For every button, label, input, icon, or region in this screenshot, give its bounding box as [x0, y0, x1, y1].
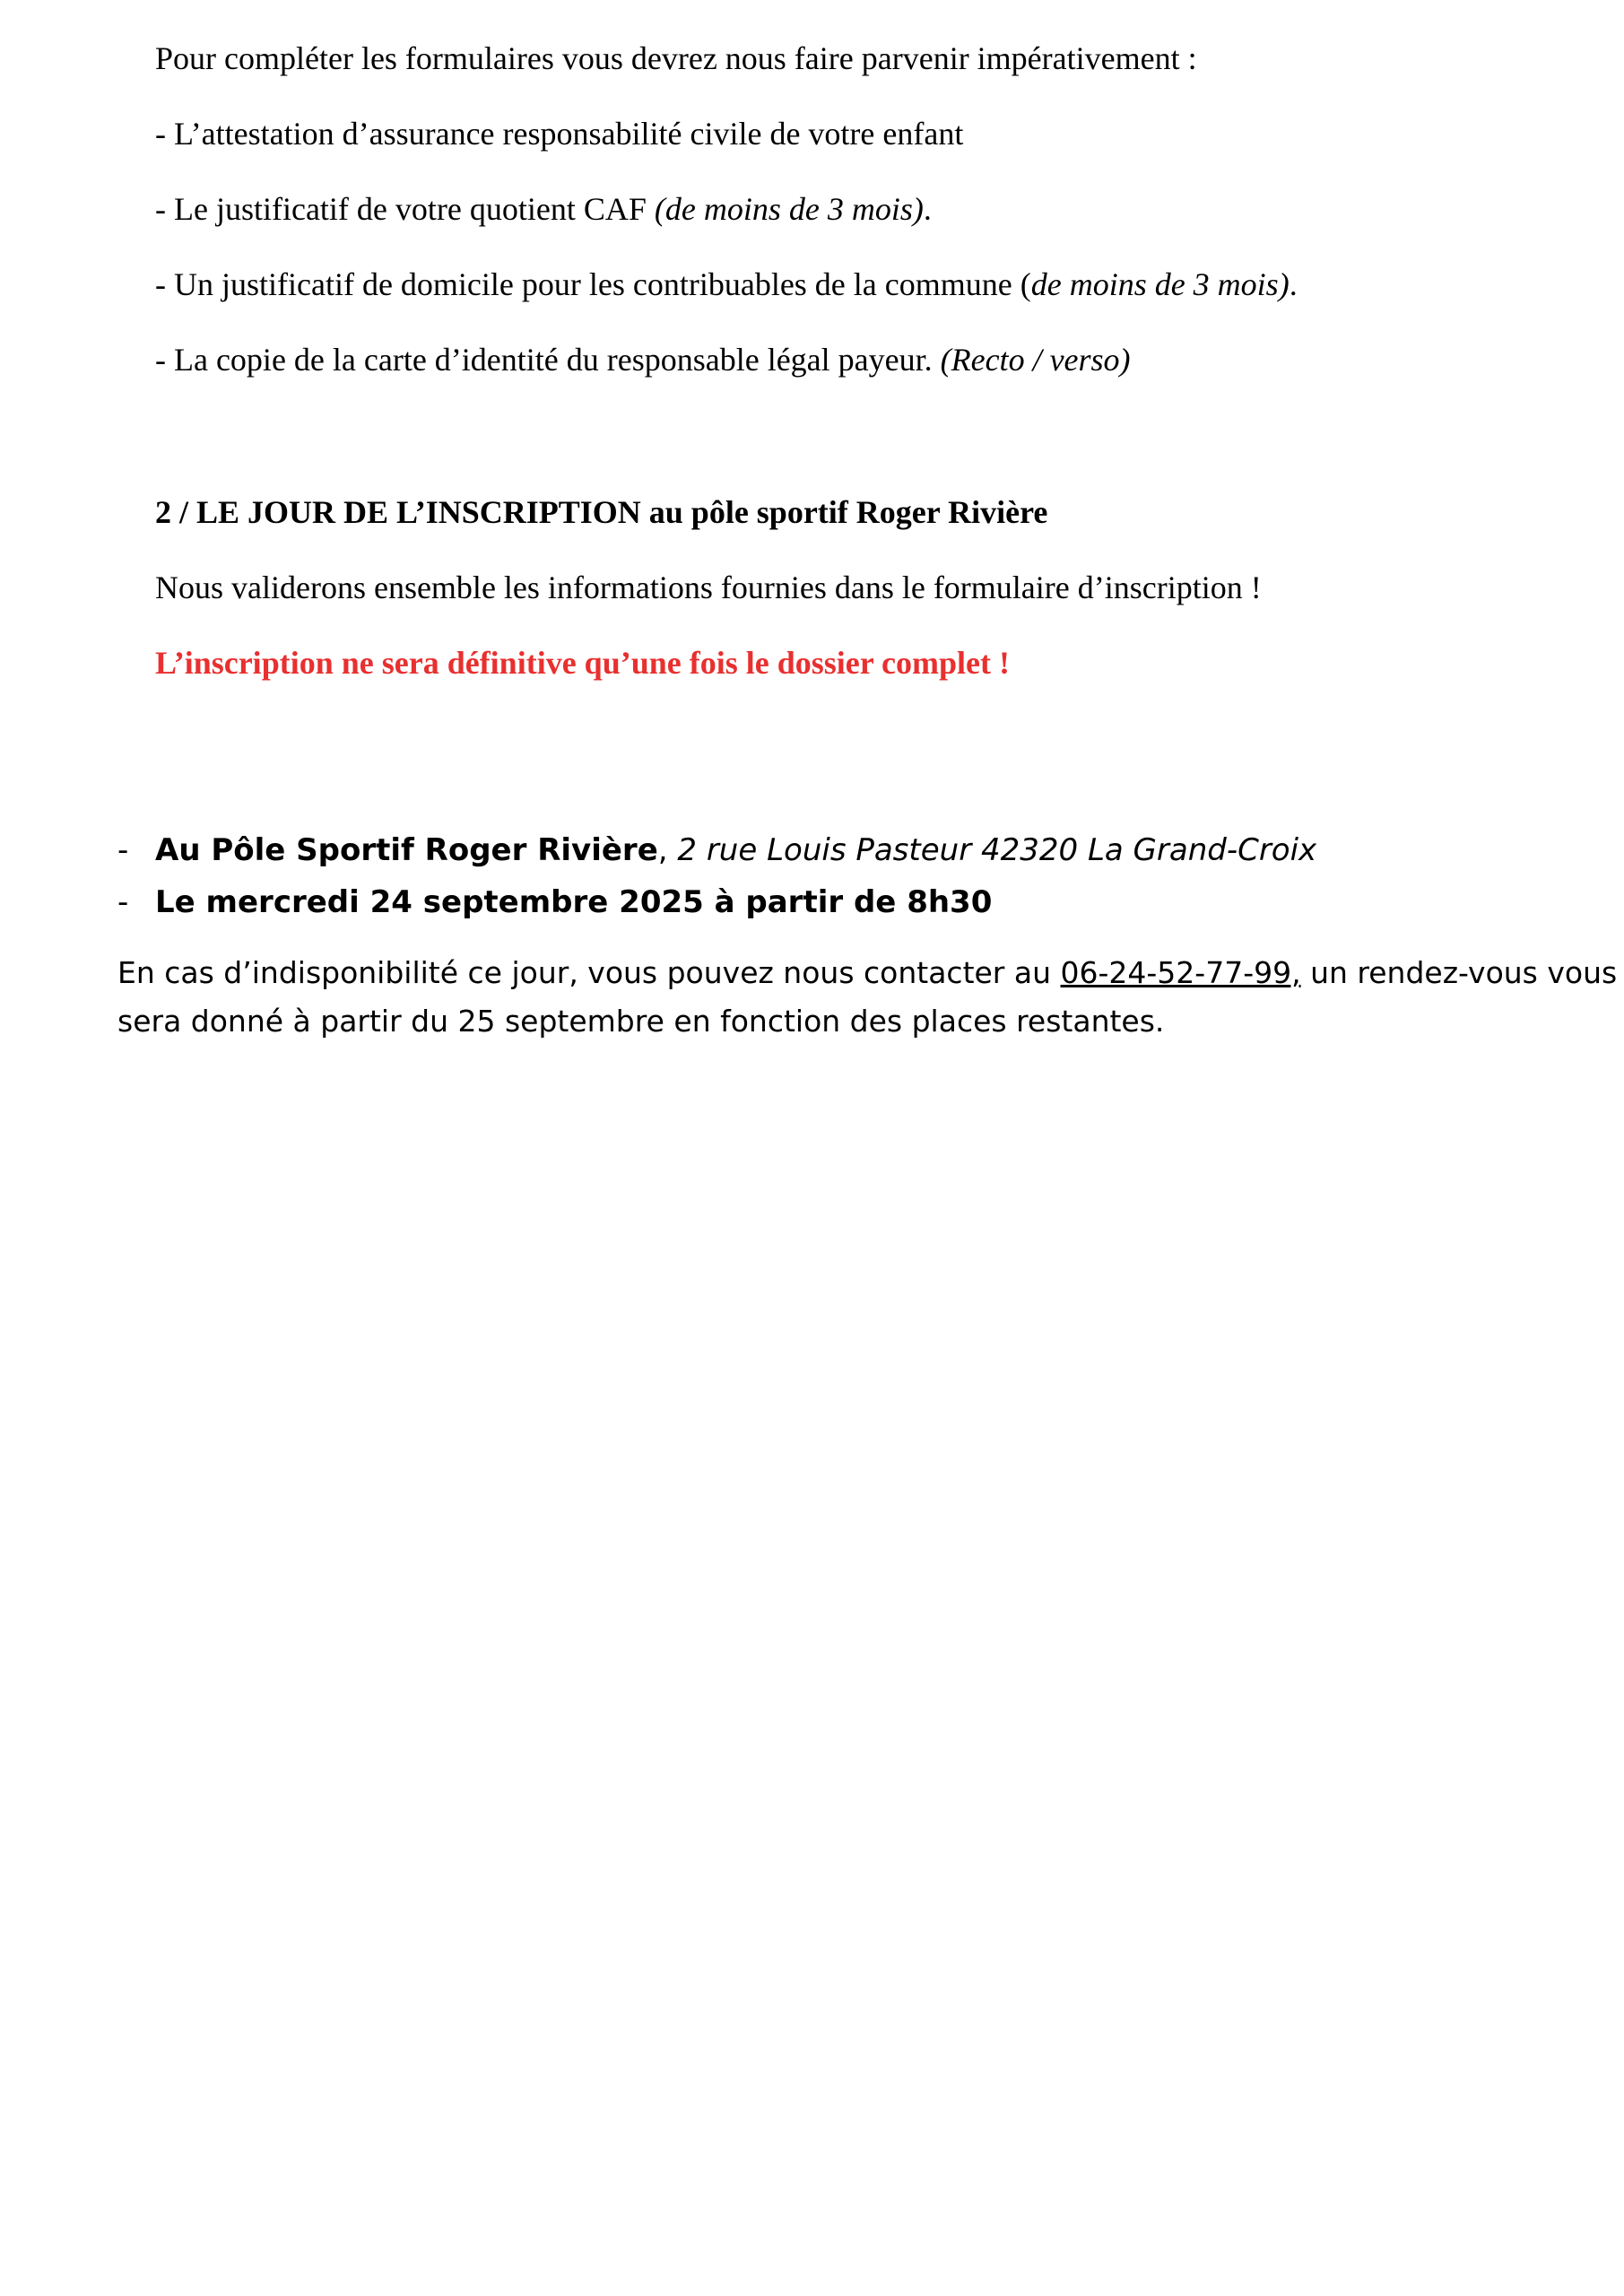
contact-paragraph: En cas d’indisponibilité ce jour, vous pouvez nous contacter au 06-24-52-77-99, un rendez-vous vous sera donné à partir du 25 septembre en fonction des places restantes.	[117, 955, 1618, 1039]
doc-item-id-card: - La copie de la carte d’identité du responsable légal payeur. (Recto / verso)	[155, 342, 1131, 378]
warning-text: L’inscription ne sera définitive qu’une fois le dossier complet !	[155, 645, 1010, 681]
doc-item-insurance: - L’attestation d’assurance responsabilité civile de votre enfant	[155, 116, 964, 152]
section-2-heading: 2 / LE JOUR DE L’INSCRIPTION au pôle sportif Roger Rivière	[155, 494, 1048, 530]
section-2-text: Nous validerons ensemble les informations fournies dans le formulaire d’inscription !	[155, 570, 1262, 605]
doc-item-domicile: - Un justificatif de domicile pour les contribuables de la commune (de moins de 3 mois).	[155, 266, 1298, 302]
intro-text: Pour compléter les formulaires vous devrez nous faire parvenir impérativement :	[155, 40, 1197, 76]
date-line: - Le mercredi 24 septembre 2025 à partir de 8h30	[117, 884, 993, 920]
location-address: 2 rue Louis Pasteur 42320 La Grand-Croix	[677, 832, 1317, 868]
doc-item-caf: - Le justificatif de votre quotient CAF (de moins de 3 mois).	[155, 191, 932, 227]
location-place: Au Pôle Sportif Roger Rivière	[155, 832, 658, 868]
location-line: - Au Pôle Sportif Roger Rivière, 2 rue Louis Pasteur 42320 La Grand-Croix	[117, 832, 1317, 868]
phone-link[interactable]: 06-24-52-77-99,	[1060, 955, 1301, 990]
